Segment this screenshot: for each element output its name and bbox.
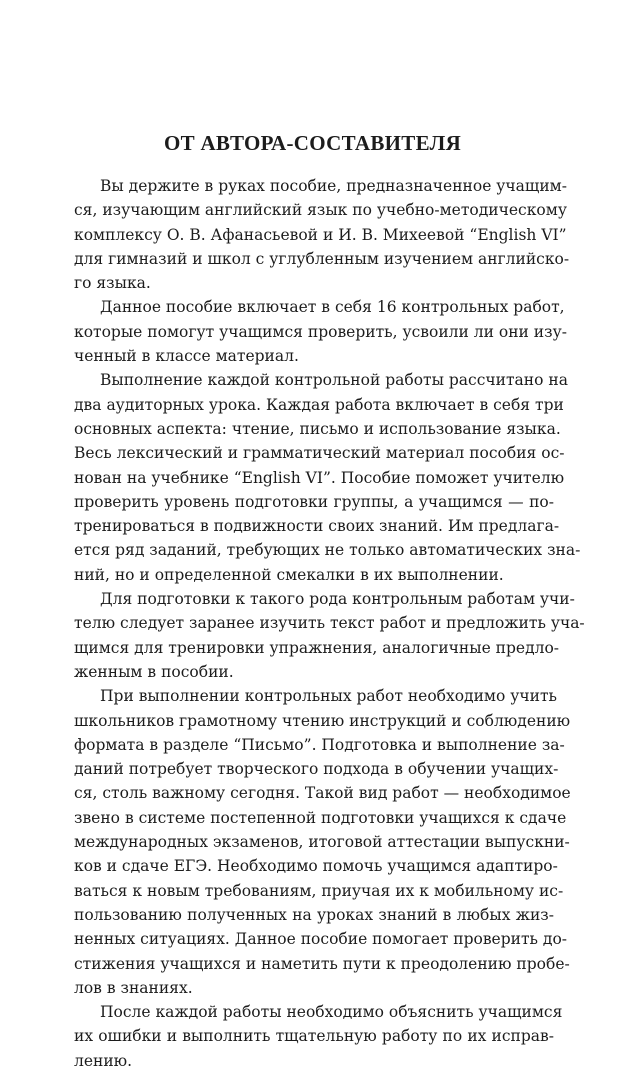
text-line: Весь лексический и грамматический материал пособия ос- (74, 444, 565, 463)
text-line: женным в пособии. (74, 662, 234, 681)
body-text (74, 174, 585, 1073)
text-line: телю следует заранее изучить текст работ и предложить уча- (74, 614, 585, 633)
text-line: ков и сдаче ЕГЭ. Необходимо помочь учащимся адаптиро- (74, 857, 558, 876)
text-line: звено в системе постепенной подготовки учащихся к сдаче (74, 808, 567, 827)
page-title: ОТ АВТОРА-СОСТАВИТЕЛЯ (163, 131, 462, 155)
text-line: лению. (74, 1051, 133, 1070)
text-line: комплексу О. В. Афанасьевой и И. В. Михеевой “English VI” (74, 225, 567, 244)
text-line: ется ряд заданий, требующих не только автоматических зна- (74, 541, 581, 560)
text-line: нован на учебнике “English VI”. Пособие поможет учителю (74, 468, 565, 487)
text-line: Данное пособие включает в себя 16 контрольных работ, (100, 298, 565, 317)
text-line: международных экзаменов, итоговой аттестации выпускни- (74, 833, 570, 852)
text-line: проверить уровень подготовки группы, а учащимся — по- (74, 492, 554, 511)
text-line: После каждой работы необходимо объяснить учащимся (100, 1003, 563, 1022)
text-line: основных аспекта: чтение, письмо и использование языка. (74, 419, 561, 438)
text-line: школьников грамотному чтению инструкций и соблюдению (74, 711, 571, 730)
text-line: ся, изучающим английский язык по учебно-методическому (74, 201, 567, 220)
text-line: При выполнении контрольных работ необходимо учить (100, 687, 557, 706)
text-line: ний, но и определенной смекалки в их выполнении. (74, 565, 504, 584)
text-line: для гимназий и школ с углубленным изучением английско- (74, 249, 570, 268)
text-line: два аудиторных урока. Каждая работа включает в себя три (74, 395, 564, 414)
text-line: лов в знаниях. (74, 978, 193, 997)
text-line: Выполнение каждой контрольной работы рассчитано на (100, 371, 568, 390)
text-line: щимся для тренировки упражнения, аналогичные предло- (74, 638, 560, 657)
text-line: пользованию полученных на уроках знаний в любых жиз- (74, 905, 554, 924)
text-line: их ошибки и выполнить тщательную работу по их исправ- (74, 1027, 554, 1046)
text-line: стижения учащихся и наметить пути к преодолению пробе- (74, 954, 570, 973)
text-line: которые помогут учащимся проверить, усвоили ли они изу- (74, 322, 567, 341)
text-line: формата в разделе “Письмо”. Подготовка и выполнение за- (74, 735, 565, 754)
text-line: Вы держите в руках пособие, предназначенное учащим- (100, 177, 567, 195)
text-line: ся, столь важному сегодня. Такой вид работ — необходимое (74, 784, 571, 803)
text-line: ненных ситуациях. Данное пособие помогает проверить до- (74, 930, 568, 949)
text-line: ваться к новым требованиям, приучая их к мобильному ис- (74, 881, 564, 900)
text-line: Для подготовки к такого рода контрольным работам учи- (100, 590, 575, 609)
text-line: тренироваться в подвижности своих знаний. Им предлага- (74, 517, 560, 536)
text-line: даний потребует творческого подхода в обучении учащих- (74, 760, 559, 779)
text-line: ченный в классе материал. (74, 347, 299, 366)
text-line: го языка. (74, 274, 151, 293)
